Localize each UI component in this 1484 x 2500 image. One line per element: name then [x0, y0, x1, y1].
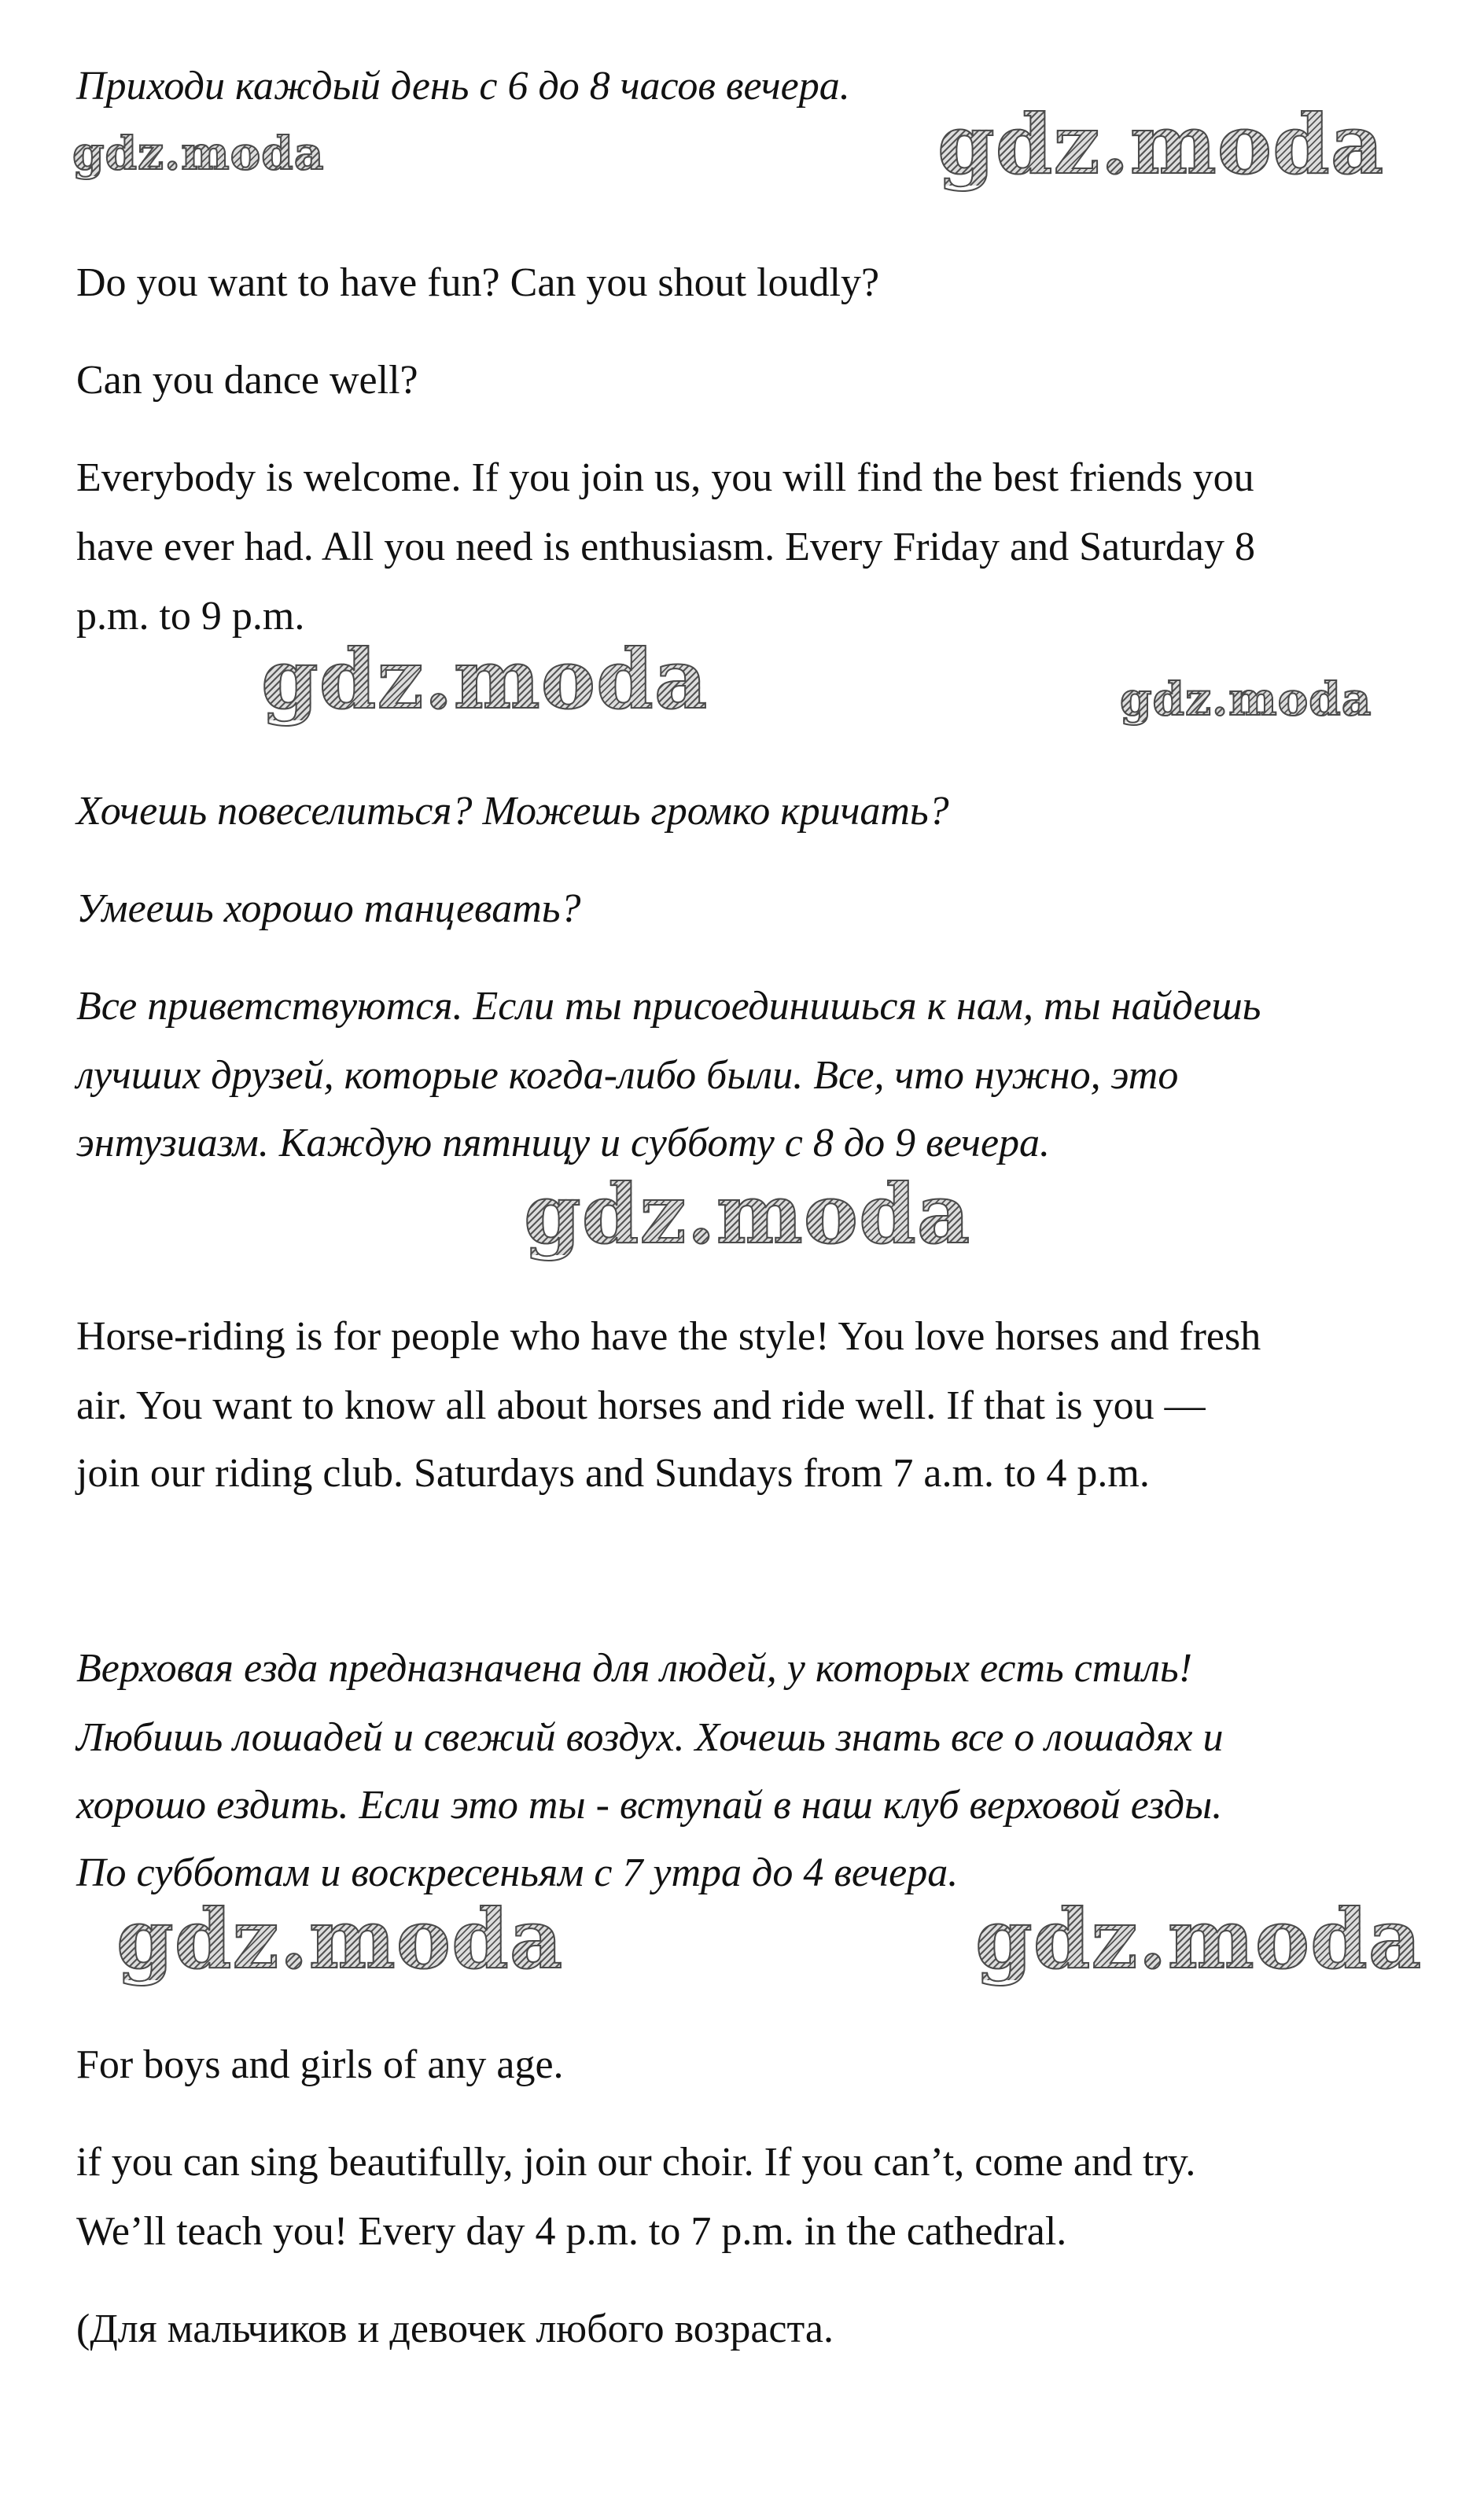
watermark: gdz.moda — [937, 96, 1385, 193]
text-line: air. You want to know all about horses and ride well. If that is you — — [76, 1383, 1206, 1428]
text-line: Любишь лошадей и свежий воздух. Хочешь знать все о лошадях и — [76, 1715, 1224, 1760]
text-line: have ever had. All you need is enthusiasm. Every Friday and Saturday 8 — [76, 525, 1255, 569]
text-line: For boys and girls of any age. — [76, 2042, 564, 2087]
text-line: We’ll teach you! Every day 4 p.m. to 7 p.m. in the cathedral. — [76, 2209, 1067, 2254]
text-line: энтузиазм. Каждую пятницу и субботу с 8 до 9 вечера. — [76, 1121, 1051, 1165]
watermark: gdz.moda — [116, 1891, 564, 1987]
text-line: Can you dance well? — [76, 358, 418, 403]
watermark: gdz.moda — [72, 127, 325, 180]
text-line: join our riding club. Saturdays and Sundays from 7 a.m. to 4 p.m. — [76, 1451, 1150, 1496]
text-line: p.m. to 9 p.m. — [76, 594, 305, 639]
text-line: if you can sing beautifully, join our choir. If you can’t, come and try. — [76, 2140, 1196, 2185]
watermark: gdz.moda — [261, 631, 709, 727]
text-line: Do you want to have fun? Can you shout loudly? — [76, 260, 880, 305]
text-line: лучших друзей, которые когда-либо были. Все, что нужно, это — [76, 1053, 1179, 1098]
text-line: Everybody is welcome. If you join us, you will find the best friends you — [76, 455, 1254, 500]
text-line: Умеешь хорошо танцевать? — [76, 886, 581, 931]
text-line: Приходи каждый день с 6 до 8 часов вечера. — [76, 64, 850, 109]
text-line: хорошо ездить. Если это ты - вступай в наш клуб верховой езды. — [76, 1783, 1223, 1828]
text-line: По субботам и воскресеньям с 7 утра до 4 вечера. — [76, 1850, 959, 1895]
text-line: (Для мальчиков и девочек любого возраста. — [76, 2307, 834, 2351]
watermark: gdz.moda — [524, 1165, 971, 1262]
text-line: Хочешь повеселиться? Можешь громко кричать? — [76, 789, 949, 834]
text-line: Все приветствуются. Если ты присоединишься к нам, ты найдешь — [76, 984, 1261, 1029]
watermark: gdz.moda — [975, 1891, 1423, 1987]
text-line: Верховая езда предназначена для людей, у которых есть стиль! — [76, 1646, 1193, 1691]
text-line: Horse-riding is for people who have the style! You love horses and fresh — [76, 1314, 1261, 1359]
watermark: gdz.moda — [1120, 672, 1372, 726]
